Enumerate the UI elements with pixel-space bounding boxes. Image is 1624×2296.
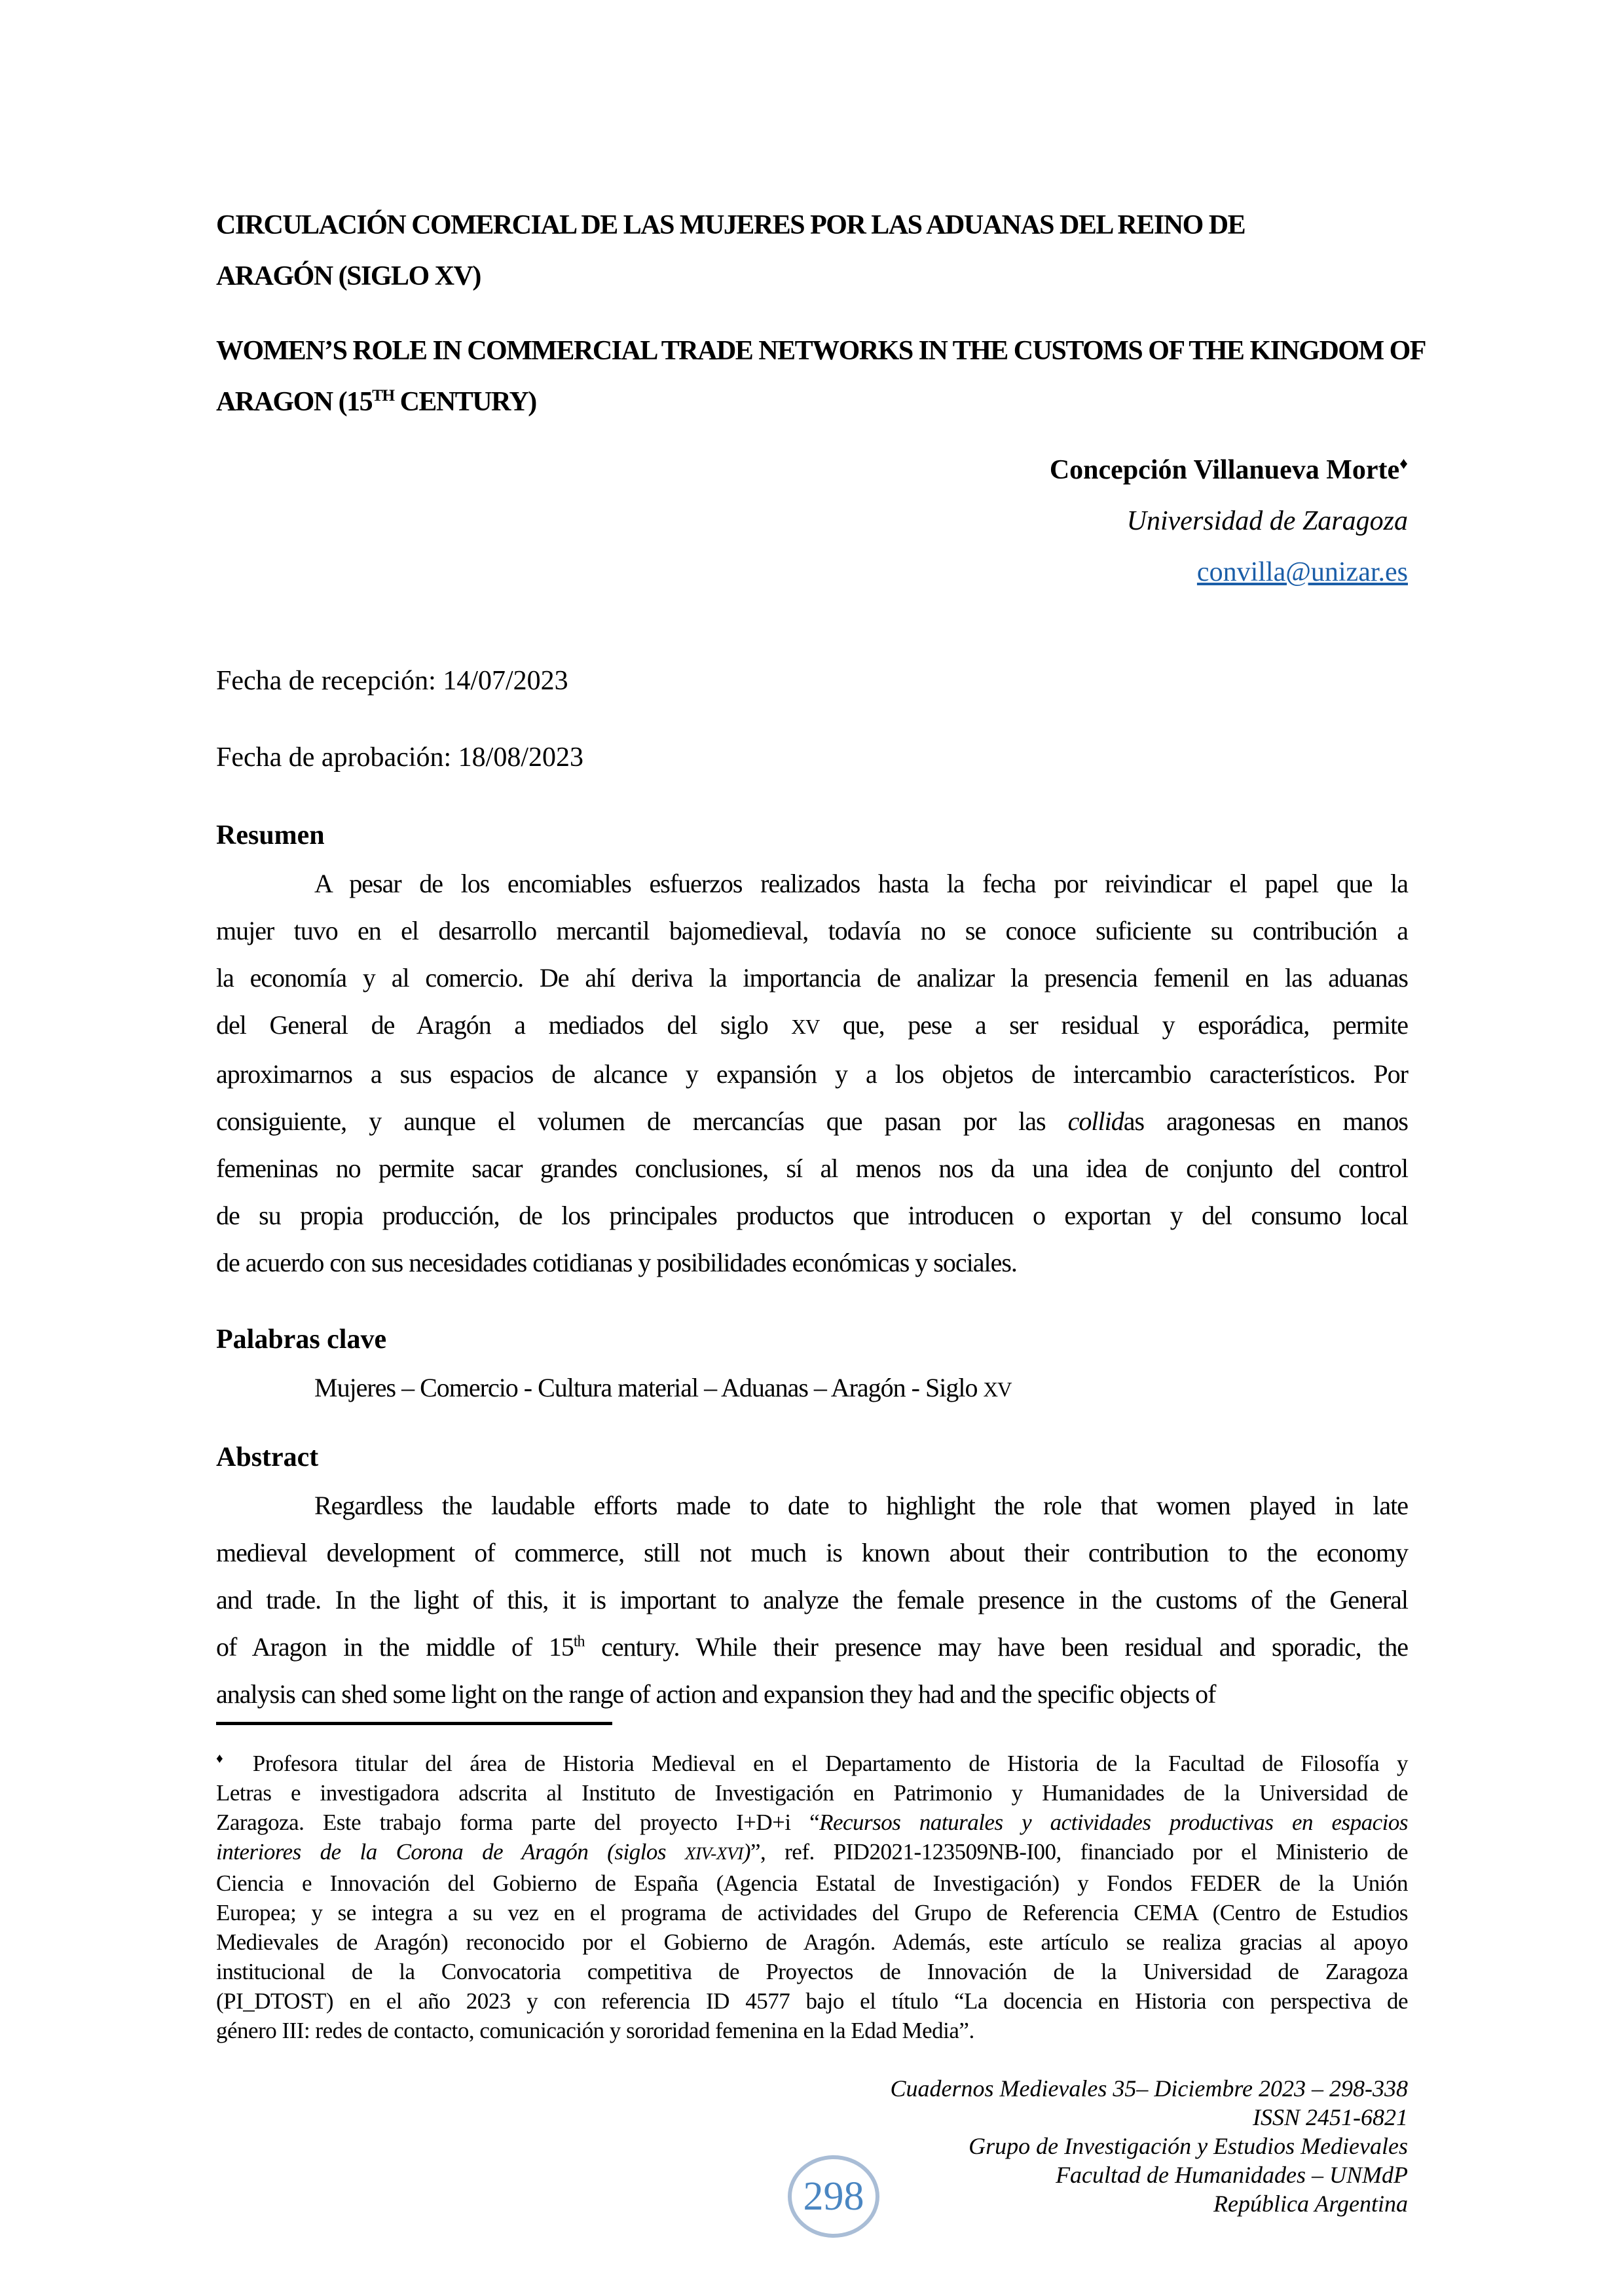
author-email-line	[216, 547, 1408, 598]
keywords-heading: Palabras clave	[216, 1324, 387, 1355]
journal-footer	[890, 2074, 1408, 2218]
text-line	[216, 907, 1408, 955]
text-line	[216, 2016, 1408, 2045]
keywords-line	[216, 1364, 1408, 1413]
text-segment: mujer tuvo en el desarrollo mercantil bajomedieval, todavía no se conoce suficiente su contribución a	[216, 916, 1408, 945]
text-line	[216, 1671, 1408, 1718]
text-segment: de su propia producción, de los principales productos que introducen o exportan y del consumo local	[216, 1201, 1408, 1230]
text-segment: ARAGÓN (SIGLO XV)	[216, 261, 481, 291]
text-line	[216, 1986, 1408, 2016]
text-line	[216, 1837, 1408, 1868]
text-line	[216, 1051, 1408, 1098]
text-segment: Profesora titular del área de Historia Medieval en el Departamento de Historia de la Facultad de Filosofía y	[234, 1751, 1408, 1776]
text-line	[216, 1002, 1408, 1051]
author-affiliation: Universidad de Zaragoza	[1126, 506, 1408, 536]
text-segment: género III: redes de contacto, comunicación y sororidad femenina en la Edad Media”.	[216, 2018, 974, 2043]
text-line	[216, 251, 1408, 302]
text-segment: ARAGON (15	[216, 387, 373, 417]
text-line	[216, 1957, 1408, 1986]
author-footnote-mark-icon: ♦	[1399, 455, 1408, 473]
article-title-es	[216, 200, 1408, 302]
date-received: Fecha de recepción: 14/07/2023	[216, 666, 568, 696]
text-segment: Mujeres – Comercio - Cultura material – Aduanas – Aragón - Siglo	[314, 1373, 984, 1402]
text-line	[216, 1145, 1408, 1192]
text-segment: institucional de la Convocatoria competitiva de Proyectos de Innovación de la Universidad de Zaragoza	[216, 1959, 1408, 1984]
text-segment: la economía y al comercio. De ahí deriva la importancia de analizar la presencia femenil en las aduanas	[216, 963, 1408, 993]
text-segment: Letras e investigadora adscrita al Instituto de Investigación en Patrimonio y Humanidades de la Universidad de	[216, 1780, 1408, 1806]
text-segment: consiguiente, y aunque el volumen de mercancías que pasan por las	[216, 1106, 1068, 1136]
text-segment: Europea; y se integra a su vez en el programa de actividades del Grupo de Referencia CEMA (Centro de Estudios	[216, 1900, 1408, 1925]
abstract-heading: Abstract	[216, 1442, 319, 1472]
text-segment: CIRCULACIÓN COMERCIAL DE LAS MUJERES POR LAS ADUANAS DEL REINO DE	[216, 210, 1246, 240]
page-number: 298	[803, 2174, 864, 2219]
text-line	[216, 1482, 1408, 1529]
text-segment: Zaragoza. Este trabajo forma parte del proyecto I+D+i “	[216, 1810, 820, 1835]
text-line	[216, 325, 1426, 376]
author-block	[216, 445, 1408, 598]
resumen-heading: Resumen	[216, 820, 325, 850]
text-line	[216, 1927, 1408, 1957]
text-segment: (PI_DTOST) en el año 2023 y con referencia ID 4577 bajo el título “La docencia en Historia con perspectiva de	[216, 1988, 1408, 2014]
resumen-paragraph	[216, 860, 1408, 1286]
text-segment: ♦	[216, 1750, 235, 1766]
author-name-text: Concepción Villanueva Morte	[1049, 455, 1400, 485]
text-line	[216, 955, 1408, 1002]
text-segment: XV	[983, 1378, 1012, 1401]
text-segment: de acuerdo con sus necesidades cotidianas y posibilidades económicas y sociales.	[216, 1248, 1017, 1277]
text-segment: CENTURY)	[394, 387, 536, 417]
text-line	[216, 1624, 1408, 1671]
text-segment: Medievales de Aragón) reconocido por el Gobierno de Aragón. Además, este artículo se realiza gracias al apoyo	[216, 1929, 1408, 1955]
text-line	[216, 1808, 1408, 1837]
text-line	[216, 1868, 1408, 1898]
page-number-badge	[788, 2155, 879, 2238]
email-link[interactable]: convilla@unizar.es	[1196, 557, 1408, 587]
text-segment: WOMEN’S ROLE IN COMMERCIAL TRADE NETWORKS IN THE CUSTOMS OF THE KINGDOM OF	[216, 336, 1426, 366]
text-line	[216, 1529, 1408, 1576]
text-line	[216, 1749, 1408, 1778]
text-line	[216, 1364, 1408, 1413]
author-name	[216, 445, 1408, 496]
text-segment: interiores de la Corona de Aragón (siglos	[216, 1839, 685, 1865]
article-front-matter	[216, 200, 1426, 1718]
date-approved: Fecha de aprobación: 18/08/2023	[216, 742, 584, 773]
text-line	[216, 1576, 1408, 1624]
footer-line-journal: Cuadernos Medievales 35– Diciembre 2023 – 298-338	[890, 2075, 1408, 2102]
text-line	[216, 1239, 1408, 1286]
footer-line-group: Grupo de Investigación y Estudios Medievales	[969, 2133, 1408, 2159]
text-line	[216, 1098, 1408, 1145]
text-segment: analysis can shed some light on the range of action and expansion they had and the specific objects of	[216, 1679, 1216, 1709]
text-line	[216, 1778, 1408, 1808]
text-line	[216, 376, 1408, 428]
text-segment: XV	[791, 1015, 820, 1038]
text-segment: TH	[372, 387, 394, 405]
footer-line-issn: ISSN 2451-6821	[1253, 2104, 1408, 2130]
text-line	[216, 1898, 1408, 1927]
text-segment: del General de Aragón a mediados del siglo	[216, 1010, 792, 1040]
footer-line-country: República Argentina	[1213, 2191, 1408, 2217]
text-line	[216, 1192, 1408, 1239]
footnote-zone	[216, 1722, 1408, 2045]
text-segment: medieval development of commerce, still not much is known about their contribution to the economy	[216, 1538, 1408, 1567]
text-segment: A pesar de los encomiables esfuerzos realizados hasta la fecha por reivindicar el papel que la	[314, 869, 1408, 898]
footnote-separator	[216, 1722, 612, 1725]
text-segment: of Aragon in the middle of 15	[216, 1632, 574, 1662]
text-line	[216, 860, 1408, 907]
text-segment: XIV-XVI	[684, 1844, 743, 1863]
text-segment: )	[743, 1839, 750, 1865]
text-line	[216, 200, 1408, 251]
text-segment: que, pese a ser residual y esporádica, permite	[819, 1010, 1408, 1040]
dates-block	[216, 657, 1408, 782]
text-segment: as aragonesas en manos	[1123, 1106, 1408, 1136]
footnote-text	[216, 1749, 1408, 2045]
text-segment: collid	[1067, 1106, 1124, 1136]
text-segment: century. While their presence may have been residual and sporadic, the	[584, 1632, 1409, 1662]
abstract-paragraph	[216, 1482, 1408, 1718]
article-title-en	[216, 325, 1426, 428]
text-segment: Regardless the laudable efforts made to date to highlight the role that women played in late	[314, 1491, 1408, 1520]
text-segment: Recursos naturales y actividades productivas en espacios	[819, 1810, 1408, 1835]
footer-line-faculty: Facultad de Humanidades – UNMdP	[1056, 2162, 1408, 2188]
text-segment: ”, ref. PID2021-123509NB-I00, financiado por el Ministerio de	[750, 1839, 1408, 1865]
text-segment: aproximarnos a sus espacios de alcance y expansión y a los objetos de intercambio característicos. Por	[216, 1059, 1408, 1089]
text-segment: and trade. In the light of this, it is important to analyze the female presence in the customs of the General	[216, 1585, 1408, 1614]
text-segment: th	[573, 1633, 585, 1650]
text-segment: femeninas no permite sacar grandes conclusiones, sí al menos nos da una idea de conjunto del control	[216, 1154, 1408, 1183]
text-segment: Ciencia e Innovación del Gobierno de España (Agencia Estatal de Investigación) y Fondos FEDER de la Unión	[216, 1870, 1408, 1896]
